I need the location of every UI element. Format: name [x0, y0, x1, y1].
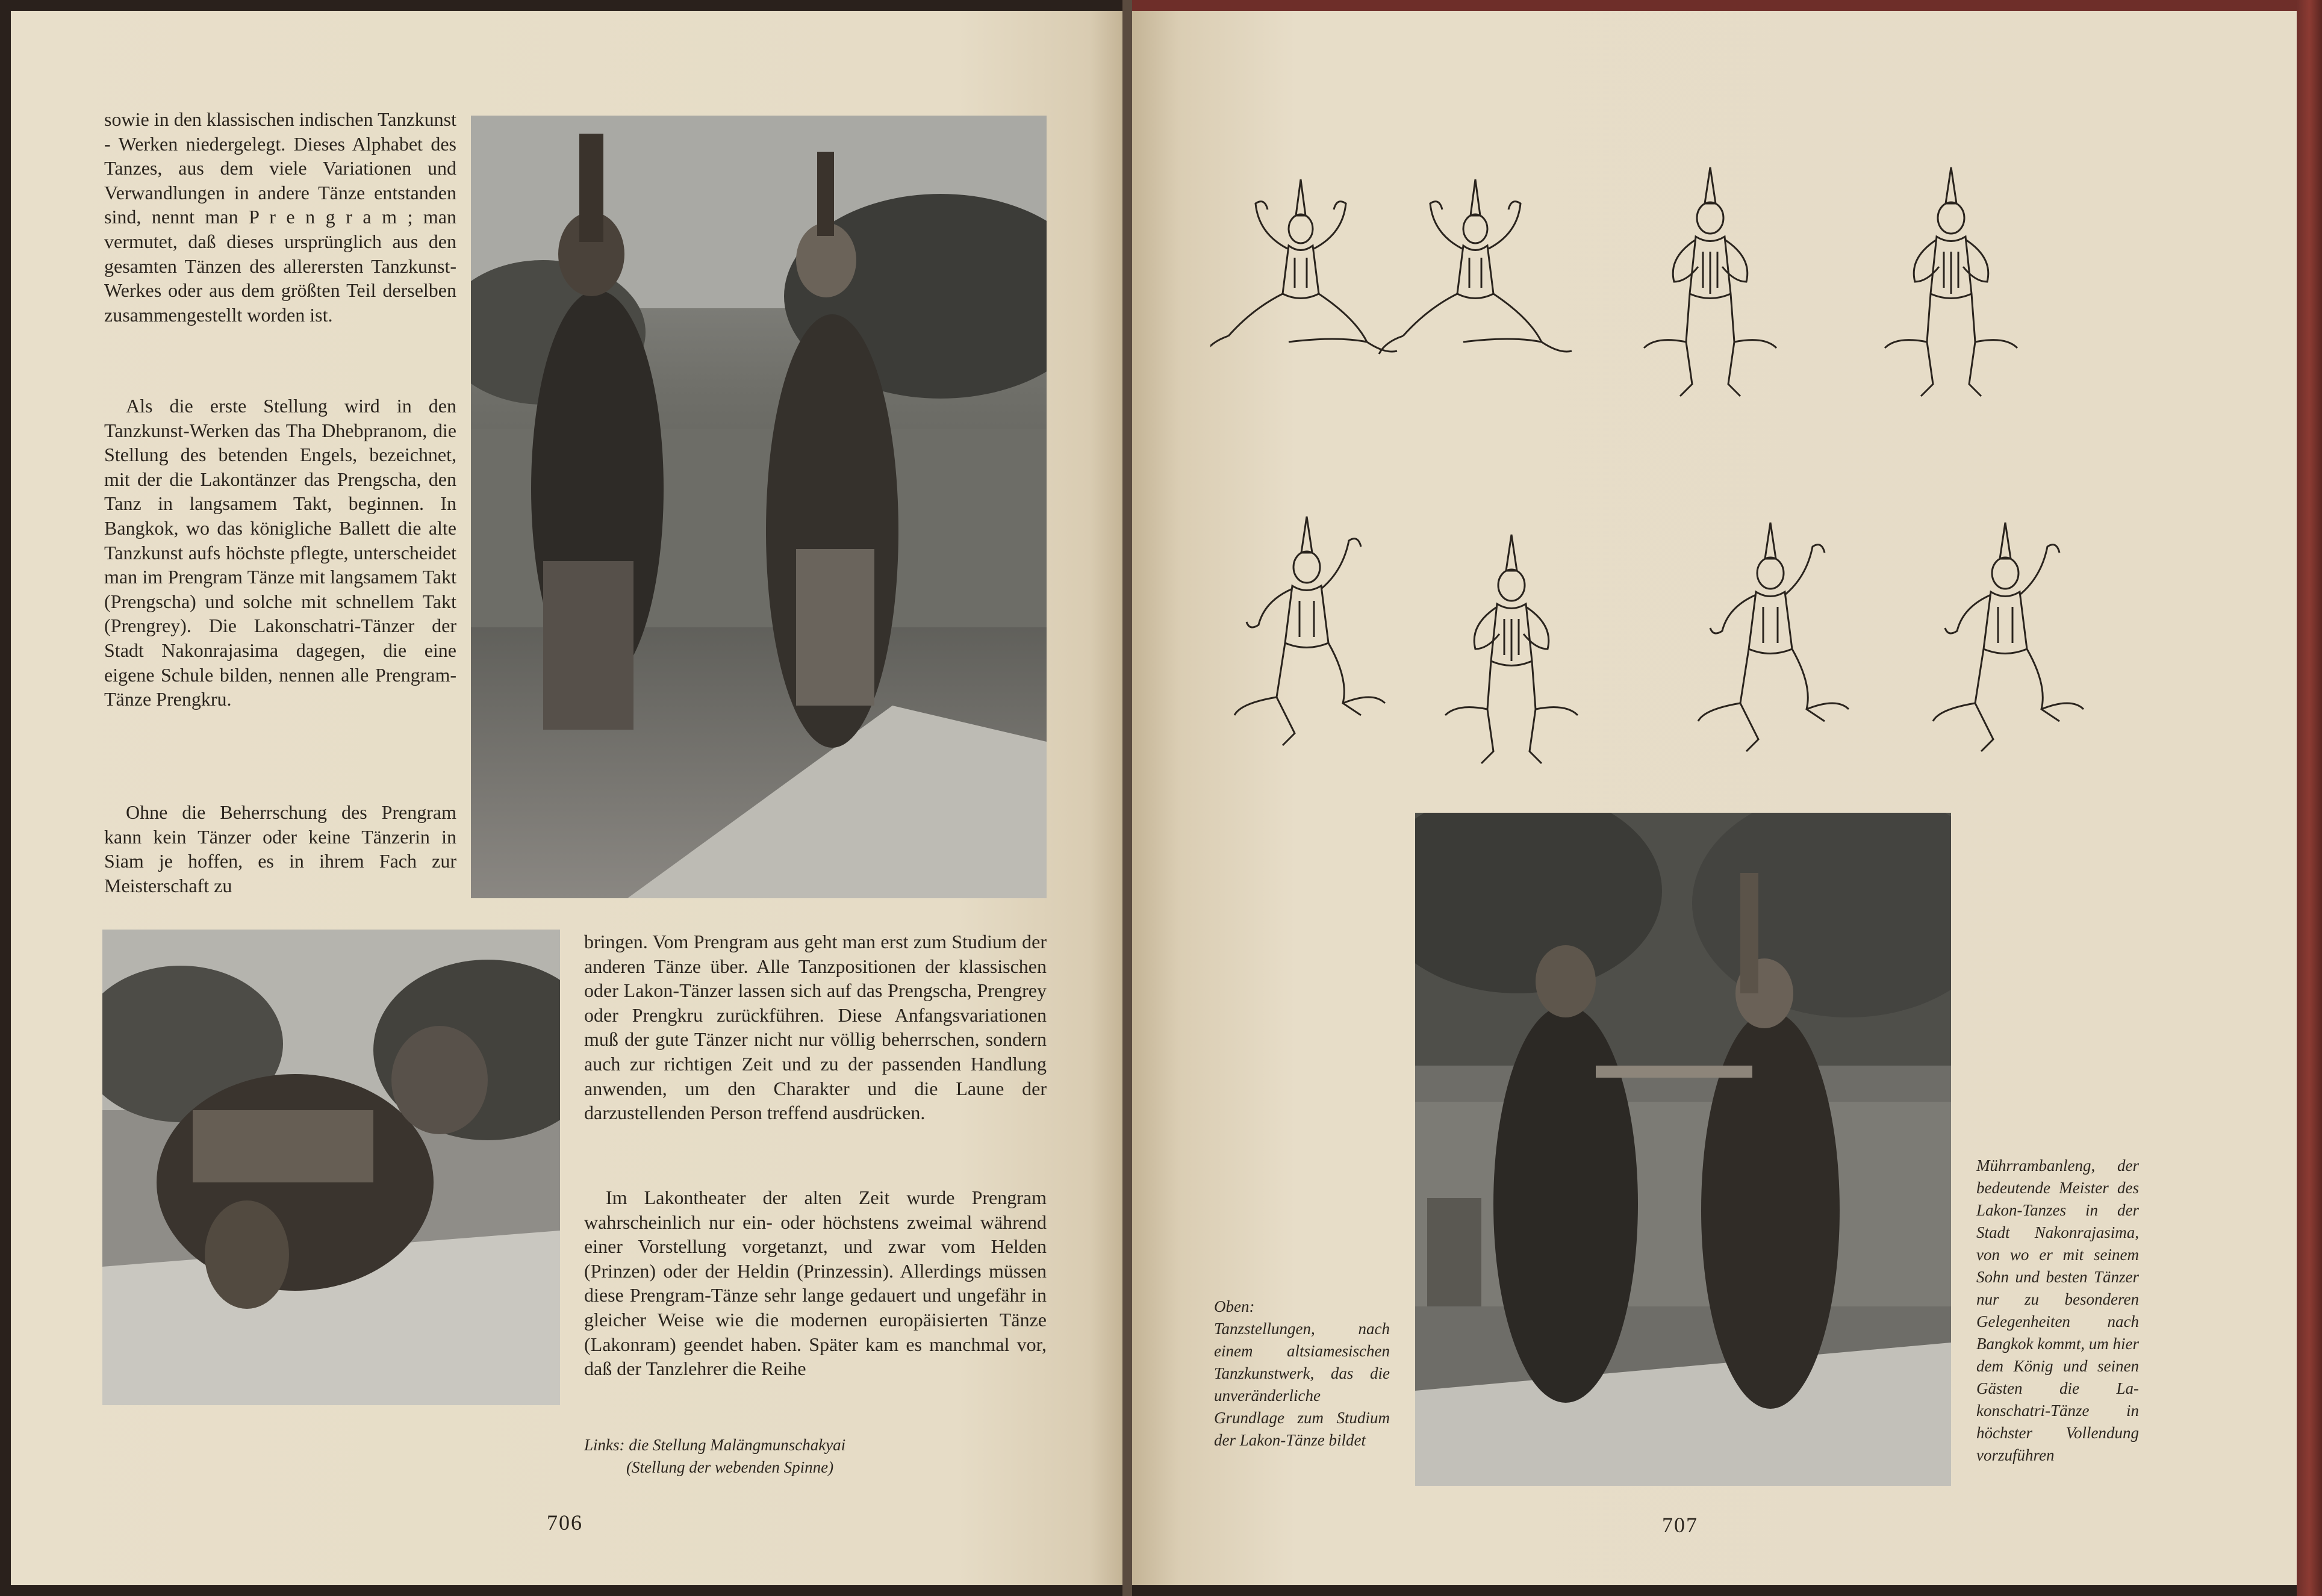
photo-spider-pose-image [102, 930, 560, 1405]
drawing-pose-5 [1234, 517, 1385, 745]
spider-pose-caption [584, 1434, 1042, 1479]
left-col2-para-2: Im Lakontheater der alten Zeit wurde Prengram wahrscheinlich nur ein- oder höchstens zweimal während einer Vorstellung vorgetanzt, und zwar vom Helden (Prinzen) oder der Heldin (Prinzessin). Allerdings müssen diese Prengram-Tänze sehr lange gedauert und ungefähr in gleicher Weise wie die modernen europäisierten Tänze (Lakonram) geendet haben. Später kam es manchmal vor, daß der Tanzlehrer die Reihe [584, 1187, 1047, 1380]
photo-two-dancers-image [471, 116, 1047, 898]
page-number-left: 706 [547, 1511, 583, 1535]
drawing-pose-8 [1933, 523, 2084, 751]
drawings-caption [1214, 1296, 1390, 1452]
left-page [11, 11, 1122, 1585]
photo-master-and-son-image [1415, 813, 1951, 1486]
drawing-pose-6 [1445, 535, 1578, 763]
left-col1-para-1: sowie in den klassischen indischen Tanzkunst - Werken niedergelegt. Dieses Alphabet des Tanzes, aus dem viele Variationen und Verwandlungen in andere Tänze entstanden sind, nennt man P r e n g r a m ; man vermutet, daß dieses ursprünglich aus den gesamten Tänzen des allerersten Tanzkunst-Werkes oder aus dem größten Teil derselben zusammengestellt worden ist. [104, 108, 456, 326]
drawings-caption-body: Tanzstellungen, nach einem altsiamesischen Tanzkunstwerk, das die unveränderliche Grundlage zum Studium der Lakon-Tänze bildet [1214, 1320, 1390, 1449]
drawings-caption-title: Oben: [1214, 1297, 1255, 1315]
spider-pose-caption-line-1: Links: die Stellung Malängmunschakyai [584, 1436, 846, 1454]
drawing-pose-3 [1644, 167, 1776, 396]
photo-master-and-son [1415, 813, 1951, 1486]
left-col2-para-1: bringen. Vom Prengram aus geht man erst zum Studium der anderen Tänze über. Alle Tanzpositionen der klassischen oder Lakon-Tänzer lassen sich auf das Prengscha, Prengrey oder Prengkru zurückführen. Diese Anfangsvariationen muß der gute Tänzer nicht nur völlig beherrschen, sondern auch zur richtigen Zeit und zu der passenden Handlung anwenden, um den Charakter und die Laune der darzustellenden Person treffend ausdrücken. [584, 931, 1047, 1124]
photo-spider-pose [102, 930, 560, 1405]
page-number-right: 707 [1662, 1513, 1698, 1537]
drawing-pose-4 [1885, 167, 2017, 396]
book-cover-top-edge [1132, 0, 2322, 11]
drawing-pose-7 [1698, 523, 1849, 751]
book-cover-edge [2297, 0, 2322, 1596]
dance-positions-drawings [1210, 113, 2108, 781]
master-photo-caption: Mührrambanleng, der bedeutende Meister des Lakon-Tanzes in der Stadt Nakonrajasima, von wo er mit seinem Sohn und besten Tänzer nur zu besonderen Gelegenheiten nach Bangkok kommt, um hier dem König und seinen Gästen die Lakonschatri-Tänze in höchster Vollendung vorzuführen [1976, 1157, 2139, 1464]
drawing-pose-2 [1379, 179, 1572, 354]
book-gutter [1122, 0, 1132, 1596]
right-page [1132, 11, 2297, 1585]
spider-pose-caption-line-2: (Stellung der webenden Spinne) [626, 1458, 834, 1476]
left-col1-para-2: Als die erste Stellung wird in den Tanzkunst-Werken das Tha Dhebpranom, die Stellung des betenden Engels, bezeichnet, mit der die Lakontänzer das Prengscha, den Tanz in langsamem Takt, beginnen. In Bangkok, wo das königliche Ballett die alte Tanzkunst aufs höchste pflegte, unterscheidet man im Prengram Tänze mit langsamem Takt (Prengscha) und solche mit schnellem Takt (Prengrey). Die Lakonschatri-Tänzer der Stadt Nakonrajasima dagegen, die eine eigene Schule bilden, nennen alle Prengram-Tänze Prengkru. [104, 395, 456, 710]
photo-two-dancers [471, 116, 1047, 898]
left-col1-para-3: Ohne die Beherrschung des Prengram kann kein Tänzer oder keine Tänzerin in Siam je hoffen, es in ihrem Fach zur Meisterschaft zu [104, 801, 456, 896]
drawing-pose-1 [1210, 179, 1397, 354]
